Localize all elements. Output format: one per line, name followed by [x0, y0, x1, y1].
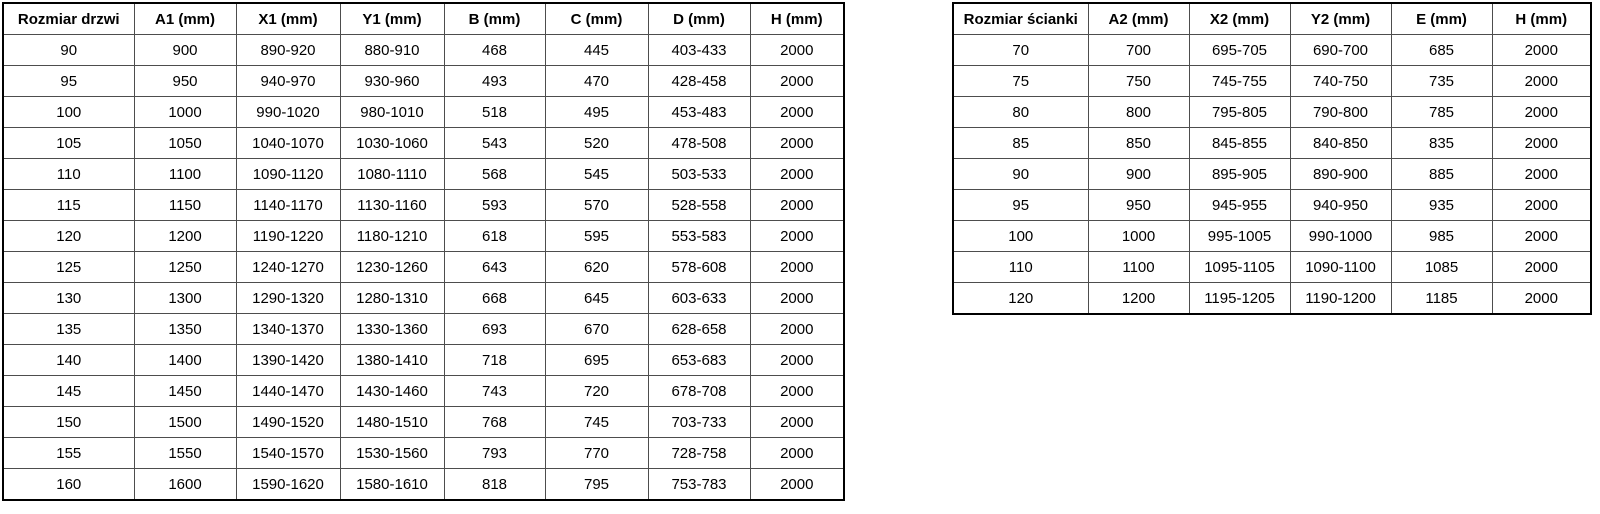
- table-cell: 690-700: [1290, 35, 1391, 66]
- header-cell: Y2 (mm): [1290, 3, 1391, 35]
- table-row: [3, 190, 844, 221]
- table-cell: 100: [3, 97, 134, 128]
- table-cell: 2000: [1492, 221, 1591, 252]
- table-cell: 740-750: [1290, 66, 1391, 97]
- table-cell: 940-950: [1290, 190, 1391, 221]
- table-row: [3, 66, 844, 97]
- header-cell: Y1 (mm): [340, 3, 444, 35]
- table-cell: 670: [545, 314, 648, 345]
- table-cell: 718: [444, 345, 545, 376]
- table-cell: 543: [444, 128, 545, 159]
- table-cell: 528-558: [648, 190, 750, 221]
- table-cell: 745-755: [1189, 66, 1290, 97]
- table-cell: 2000: [750, 376, 844, 407]
- table-cell: 668: [444, 283, 545, 314]
- table-cell: 2000: [750, 407, 844, 438]
- table-cell: 553-583: [648, 221, 750, 252]
- table-cell: 1450: [134, 376, 236, 407]
- table-row: [3, 159, 844, 190]
- table-cell: 1100: [1088, 252, 1189, 283]
- header-row: [953, 3, 1591, 35]
- header-row: [3, 3, 844, 35]
- header-cell: Rozmiar drzwi: [3, 3, 134, 35]
- table-cell: 685: [1391, 35, 1492, 66]
- table-row: [3, 221, 844, 252]
- table-cell: 160: [3, 469, 134, 501]
- header-cell: X1 (mm): [236, 3, 340, 35]
- table-row: [3, 128, 844, 159]
- table-cell: 818: [444, 469, 545, 501]
- table-cell: 1480-1510: [340, 407, 444, 438]
- table-cell: 1190-1220: [236, 221, 340, 252]
- table-cell: 150: [3, 407, 134, 438]
- table-cell: 770: [545, 438, 648, 469]
- table-row: [3, 438, 844, 469]
- table-cell: 453-483: [648, 97, 750, 128]
- table-cell: 2000: [750, 469, 844, 501]
- table-cell: 720: [545, 376, 648, 407]
- door-sizes-table: [2, 2, 845, 501]
- table-cell: 503-533: [648, 159, 750, 190]
- table-cell: 403-433: [648, 35, 750, 66]
- table-cell: 1090-1120: [236, 159, 340, 190]
- table-cell: 155: [3, 438, 134, 469]
- table-cell: 1095-1105: [1189, 252, 1290, 283]
- table-row: [3, 283, 844, 314]
- table-cell: 2000: [1492, 252, 1591, 283]
- door-table-header: [3, 3, 844, 35]
- table-cell: 695: [545, 345, 648, 376]
- header-cell: X2 (mm): [1189, 3, 1290, 35]
- table-cell: 578-608: [648, 252, 750, 283]
- table-cell: 995-1005: [1189, 221, 1290, 252]
- table-row: [3, 97, 844, 128]
- table-cell: 1550: [134, 438, 236, 469]
- table-cell: 445: [545, 35, 648, 66]
- table-cell: 140: [3, 345, 134, 376]
- table-cell: 1190-1200: [1290, 283, 1391, 315]
- table-cell: 2000: [750, 345, 844, 376]
- table-cell: 125: [3, 252, 134, 283]
- table-cell: 595: [545, 221, 648, 252]
- table-cell: 890-920: [236, 35, 340, 66]
- table-cell: 90: [3, 35, 134, 66]
- table-cell: 728-758: [648, 438, 750, 469]
- table-cell: 120: [3, 221, 134, 252]
- table-cell: 2000: [1492, 128, 1591, 159]
- table-row: [3, 407, 844, 438]
- table-cell: 695-705: [1189, 35, 1290, 66]
- table-cell: 620: [545, 252, 648, 283]
- table-cell: 95: [3, 66, 134, 97]
- header-cell: D (mm): [648, 3, 750, 35]
- header-cell: B (mm): [444, 3, 545, 35]
- table-cell: 110: [953, 252, 1088, 283]
- table-cell: 750: [1088, 66, 1189, 97]
- table-cell: 1380-1410: [340, 345, 444, 376]
- table-cell: 1000: [134, 97, 236, 128]
- table-cell: 1580-1610: [340, 469, 444, 501]
- wall-table-body: [953, 35, 1591, 315]
- table-row: [953, 159, 1591, 190]
- table-row: [3, 469, 844, 501]
- table-cell: 478-508: [648, 128, 750, 159]
- table-cell: 130: [3, 283, 134, 314]
- header-cell: E (mm): [1391, 3, 1492, 35]
- table-cell: 603-633: [648, 283, 750, 314]
- table-cell: 880-910: [340, 35, 444, 66]
- table-cell: 1500: [134, 407, 236, 438]
- table-cell: 985: [1391, 221, 1492, 252]
- table-cell: 2000: [750, 221, 844, 252]
- table-cell: 678-708: [648, 376, 750, 407]
- table-row: [953, 190, 1591, 221]
- table-cell: 768: [444, 407, 545, 438]
- table-cell: 1090-1100: [1290, 252, 1391, 283]
- table-cell: 890-900: [1290, 159, 1391, 190]
- table-cell: 1030-1060: [340, 128, 444, 159]
- table-cell: 1100: [134, 159, 236, 190]
- table-cell: 745: [545, 407, 648, 438]
- table-cell: 568: [444, 159, 545, 190]
- table-cell: 1600: [134, 469, 236, 501]
- table-cell: 990-1020: [236, 97, 340, 128]
- table-cell: 145: [3, 376, 134, 407]
- table-cell: 795-805: [1189, 97, 1290, 128]
- table-cell: 120: [953, 283, 1088, 315]
- table-cell: 840-850: [1290, 128, 1391, 159]
- table-cell: 950: [134, 66, 236, 97]
- table-cell: 2000: [1492, 66, 1591, 97]
- table-cell: 110: [3, 159, 134, 190]
- table-cell: 100: [953, 221, 1088, 252]
- table-cell: 2000: [750, 252, 844, 283]
- table-row: [953, 283, 1591, 315]
- table-row: [953, 66, 1591, 97]
- table-cell: 885: [1391, 159, 1492, 190]
- door-table-body: [3, 35, 844, 501]
- table-row: [953, 35, 1591, 66]
- table-cell: 115: [3, 190, 134, 221]
- table-cell: 80: [953, 97, 1088, 128]
- table-cell: 2000: [1492, 159, 1591, 190]
- table-cell: 1590-1620: [236, 469, 340, 501]
- table-cell: 570: [545, 190, 648, 221]
- table-cell: 645: [545, 283, 648, 314]
- table-cell: 850: [1088, 128, 1189, 159]
- table-cell: 2000: [750, 97, 844, 128]
- table-cell: 1085: [1391, 252, 1492, 283]
- table-cell: 945-955: [1189, 190, 1290, 221]
- table-row: [3, 376, 844, 407]
- table-cell: 845-855: [1189, 128, 1290, 159]
- table-cell: 618: [444, 221, 545, 252]
- table-cell: 1430-1460: [340, 376, 444, 407]
- table-cell: 468: [444, 35, 545, 66]
- table-cell: 2000: [750, 314, 844, 345]
- table-cell: 793: [444, 438, 545, 469]
- table-cell: 545: [545, 159, 648, 190]
- table-cell: 785: [1391, 97, 1492, 128]
- table-cell: 2000: [1492, 283, 1591, 315]
- table-cell: 628-658: [648, 314, 750, 345]
- table-cell: 2000: [750, 128, 844, 159]
- table-cell: 1490-1520: [236, 407, 340, 438]
- table-row: [3, 345, 844, 376]
- table-cell: 753-783: [648, 469, 750, 501]
- table-cell: 518: [444, 97, 545, 128]
- table-cell: 1040-1070: [236, 128, 340, 159]
- table-cell: 2000: [750, 35, 844, 66]
- table-cell: 1185: [1391, 283, 1492, 315]
- table-cell: 105: [3, 128, 134, 159]
- table-cell: 1080-1110: [340, 159, 444, 190]
- table-cell: 735: [1391, 66, 1492, 97]
- table-cell: 495: [545, 97, 648, 128]
- table-cell: 593: [444, 190, 545, 221]
- table-cell: 1440-1470: [236, 376, 340, 407]
- header-cell: Rozmiar ścianki: [953, 3, 1088, 35]
- table-cell: 900: [134, 35, 236, 66]
- table-cell: 1130-1160: [340, 190, 444, 221]
- table-cell: 1340-1370: [236, 314, 340, 345]
- table-cell: 428-458: [648, 66, 750, 97]
- table-cell: 2000: [1492, 35, 1591, 66]
- table-cell: 1290-1320: [236, 283, 340, 314]
- table-cell: 800: [1088, 97, 1189, 128]
- table-row: [953, 97, 1591, 128]
- table-cell: 895-905: [1189, 159, 1290, 190]
- table-cell: 95: [953, 190, 1088, 221]
- table-cell: 1230-1260: [340, 252, 444, 283]
- table-cell: 1540-1570: [236, 438, 340, 469]
- table-cell: 2000: [750, 159, 844, 190]
- table-cell: 2000: [1492, 190, 1591, 221]
- table-cell: 1140-1170: [236, 190, 340, 221]
- table-row: [953, 252, 1591, 283]
- table-cell: 2000: [750, 283, 844, 314]
- table-cell: 1280-1310: [340, 283, 444, 314]
- table-cell: 835: [1391, 128, 1492, 159]
- table-cell: 1180-1210: [340, 221, 444, 252]
- table-cell: 2000: [750, 190, 844, 221]
- table-row: [3, 35, 844, 66]
- table-row: [953, 128, 1591, 159]
- table-cell: 135: [3, 314, 134, 345]
- table-cell: 2000: [750, 66, 844, 97]
- table-cell: 743: [444, 376, 545, 407]
- table-cell: 980-1010: [340, 97, 444, 128]
- table-cell: 950: [1088, 190, 1189, 221]
- table-cell: 1240-1270: [236, 252, 340, 283]
- table-cell: 1000: [1088, 221, 1189, 252]
- table-cell: 703-733: [648, 407, 750, 438]
- wall-sizes-table: [952, 2, 1592, 315]
- table-cell: 470: [545, 66, 648, 97]
- table-cell: 1390-1420: [236, 345, 340, 376]
- table-cell: 693: [444, 314, 545, 345]
- table-cell: 1200: [1088, 283, 1189, 315]
- table-cell: 990-1000: [1290, 221, 1391, 252]
- table-cell: 930-960: [340, 66, 444, 97]
- header-cell: C (mm): [545, 3, 648, 35]
- table-cell: 1200: [134, 221, 236, 252]
- table-cell: 653-683: [648, 345, 750, 376]
- header-cell: A1 (mm): [134, 3, 236, 35]
- table-cell: 940-970: [236, 66, 340, 97]
- table-cell: 790-800: [1290, 97, 1391, 128]
- table-cell: 643: [444, 252, 545, 283]
- table-row: [953, 221, 1591, 252]
- table-cell: 1195-1205: [1189, 283, 1290, 315]
- table-cell: 1150: [134, 190, 236, 221]
- table-cell: 85: [953, 128, 1088, 159]
- header-cell: A2 (mm): [1088, 3, 1189, 35]
- table-cell: 90: [953, 159, 1088, 190]
- table-cell: 1350: [134, 314, 236, 345]
- table-cell: 1300: [134, 283, 236, 314]
- table-cell: 520: [545, 128, 648, 159]
- table-cell: 1530-1560: [340, 438, 444, 469]
- table-cell: 2000: [1492, 97, 1591, 128]
- table-cell: 1050: [134, 128, 236, 159]
- table-cell: 795: [545, 469, 648, 501]
- wall-table-header: [953, 3, 1591, 35]
- table-cell: 493: [444, 66, 545, 97]
- table-cell: 935: [1391, 190, 1492, 221]
- table-cell: 75: [953, 66, 1088, 97]
- table-row: [3, 252, 844, 283]
- table-cell: 1330-1360: [340, 314, 444, 345]
- table-row: [3, 314, 844, 345]
- table-cell: 70: [953, 35, 1088, 66]
- table-cell: 1250: [134, 252, 236, 283]
- table-cell: 2000: [750, 438, 844, 469]
- table-cell: 1400: [134, 345, 236, 376]
- header-cell: H (mm): [750, 3, 844, 35]
- header-cell: H (mm): [1492, 3, 1591, 35]
- table-cell: 900: [1088, 159, 1189, 190]
- table-cell: 700: [1088, 35, 1189, 66]
